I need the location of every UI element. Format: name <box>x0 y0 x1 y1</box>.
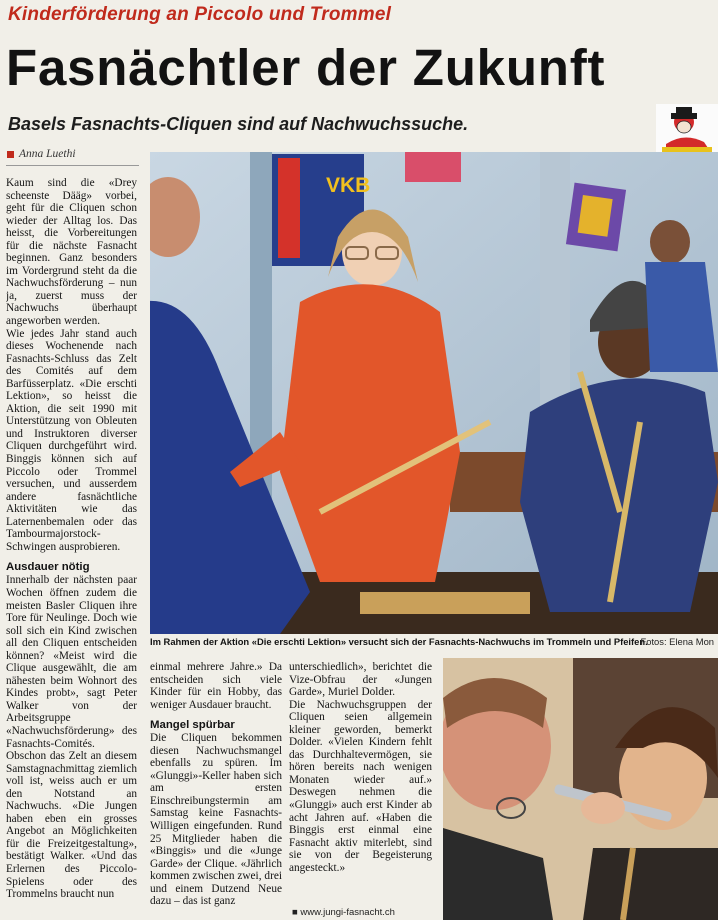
paragraph: Die Cliquen bekommen diesen Nachwuchsmangel ebenfalls zu spüren. Im «Glunggi»-Keller haben sich am ersten Einschreibungstermin am Samstag keine Fasnachts-Willigen eingefunden. Rund 25 Mitglieder haben die «Binggis» und die «Junge Garde» der Clique. «Jährlich kommen zwischen zwei, drei und einem Dutzend Neue dazu – das ist ganz <box>150 732 282 908</box>
secondary-photo <box>443 658 718 920</box>
article-kicker: Kinderförderung an Piccolo und Trommel <box>8 4 392 25</box>
byline <box>7 148 76 160</box>
paragraph: einmal mehrere Jahre.» Da entscheiden sich viele Kinder für ein Hobby, das weniger Ausdauer braucht. <box>150 661 282 711</box>
byline-author: Anna Luethi <box>19 148 76 160</box>
section-heading: Mangel spürbar <box>150 719 235 732</box>
section-heading: Ausdauer nötig <box>6 561 90 574</box>
article-headline: Fasnächtler der Zukunft <box>6 39 606 96</box>
photo-caption <box>150 636 718 654</box>
paragraph: Innerhalb der nächsten paar Wochen öffnen zudem die meisten Basler Cliquen ihre Tore für Neulinge. Doch wie soll sich ein Kind zwischen all den Cliquen entscheiden können? «Meist wird die Clique ausgewählt, die am nähesten beim Wohnort des Kindes probt», sagt Peter Walker von der Arbeitsgruppe «Nachwuchsförderung» des Fasnachts-Comités. <box>6 574 137 750</box>
article-column-1 <box>6 177 137 917</box>
paragraph: Kaum sind die «Drey scheenste Dääg» vorbei, geht für die Cliquen schon wieder der Alltag los. Das heisst, die Vorbereitungen für die nächste Fasnacht beginnen. Ganz besonders im Vordergrund steht da die Nachwuchsförderung – nun ja, zuerst muss der Nachwuchs überhaupt angeworben werden. <box>6 177 137 328</box>
caption-text: Im Rahmen der Aktion «Die erschti Lektion» versucht sich der Fasnachts-Nachwuchs im Trommeln und Pfeifen. <box>150 636 648 647</box>
paragraph: Wie jedes Jahr stand auch dieses Wochenende nach Fasnachts-Schluss das Zelt des Comités auf dem Barfüsserplatz. «Die erschti Lektion», so heisst die Aktion, die seit 1990 mit Unterstützung von Obleuten und Instruktoren diverser Cliquen durchgeführt wird. Binggis können sich auf Piccolo oder Trommel versuchen, und ausserdem andere fasnächtliche Aktivitäten wie das Laternenbemalen oder das Tambourmajorstock-Schwingen ausprobieren. <box>6 327 137 553</box>
byline-rule <box>6 165 139 166</box>
paragraph: Die Nachwuchsgruppen der Cliquen seien allgemein kleiner geworden, bemerkt Dolder. «Vielen Kindern fehlt das Durchhaltevermögen, sie hören bereits nach wenigen Monaten wieder auf.» Deswegen nehmen die «Glunggi» auch erst Kinder ab acht Jahren auf. «Haben die Binggis erst einmal eine Fasnacht aktiv miterlebt, sind sie von der Begeisterung angesteckt.» <box>289 698 432 874</box>
photo-credit: Fotos: Elena Mon <box>640 636 714 647</box>
article-column-3 <box>289 661 432 913</box>
footer-link-text[interactable]: www.jungi-fasnacht.ch <box>300 907 395 918</box>
vkb-sign-text: VKB <box>326 174 371 197</box>
article-subhead: Basels Fasnachts-Cliquen sind auf Nachwuchssuche. <box>8 114 469 134</box>
footer-link[interactable]: ■ www.jungi-fasnacht.ch <box>292 907 395 918</box>
paragraph: Obschon das Zelt an diesem Samstagnachmittag ziemlich voll ist, weiss auch er um den Notstand an Nachwuchs. «Die Jungen haben eben ein grosses Angebot an Möglichkeiten für die Freizeitgestaltung», bestätigt Walker. «Und das Erlernen des Piccolo-Spielens oder des Trommelns braucht nun <box>6 750 137 901</box>
main-photo <box>150 152 718 634</box>
article-column-2 <box>150 661 282 916</box>
byline-marker <box>7 151 14 158</box>
paragraph: unterschiedlich», berichtet die Vize-Obfrau der «Jungen Garde», Muriel Dolder. <box>289 661 432 699</box>
